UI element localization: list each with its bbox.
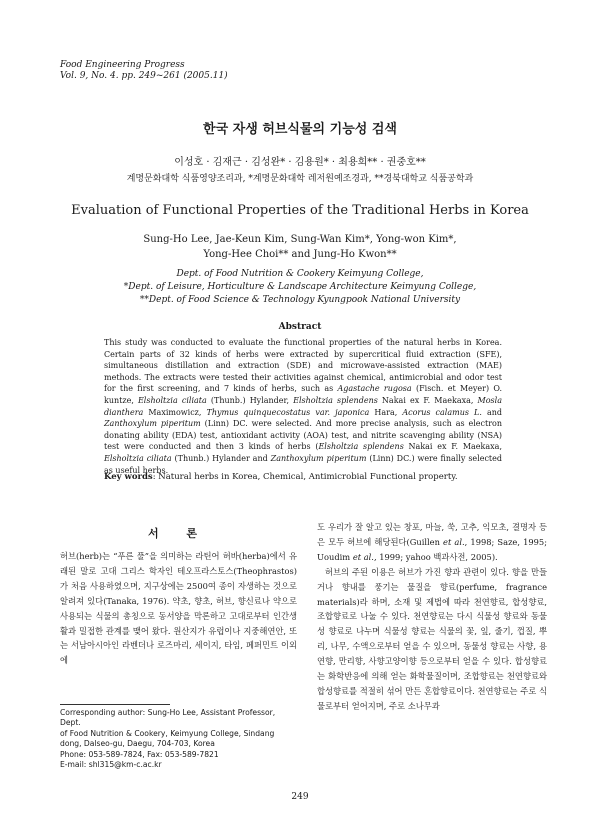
english-authors-line-1: Sung-Ho Lee, Jae-Keun Kim, Sung-Wan Kim*, Yong-won Kim*, xyxy=(143,234,457,245)
korean-title: 한국 자생 허브식물의 기능성 검색 xyxy=(203,122,397,137)
english-authors-line-2: Yong-Hee Choi** and Jung-Ho Kwon** xyxy=(203,249,397,260)
english-authors xyxy=(0,232,600,262)
journal-name: Food Engineering Progress xyxy=(60,60,185,70)
right-paragraph-2: 허브의 주된 이용은 허브가 가진 향과 관련이 있다. 향을 만들거나 향내를 풍기는 물질을 향료(perfume, fragrance materials)라 하며, 소재 및 제법에 따라 천연향료, 합성향료, 조합향료로 나눌 수 있다. 천연향료는 다시 식물성 향료와 동물성 향료로 나누며 식물성 향료는 식물의 꽃, 잎, 줄기, 껍질, 뿌리, 나무, 수액으로부터 얻을 수 있으며, 동물성 향료는 사향, 용연향, 만리향, 사향고양이향 등으로부터 얻을 수 있다. 합성향료는 화학반응에 의해 얻는 화학물질이며, 조합향료는 천연향료와 합성향료를 적절히 섞어 만든 혼합향료이다. 천연향료는 주로 식물로부터 얻어지며, 주로 소나무과 xyxy=(317,566,547,711)
section-heading-introduction: 서 론 xyxy=(147,527,210,540)
right-paragraph-1: 도 우리가 잘 알고 있는 창포, 마늘, 쑥, 고추, 익모초, 결명자 등은 모두 허브에 해당된다(Guillen et al., 1998; Saze, 1995; Uoudim et al., 1999; yahoo 백과사전, 2005). xyxy=(317,522,548,562)
abstract-body: This study was conducted to evaluate the functional properties of the natural herbs in Korea. Certain parts of 32 kinds of herbs were extracted by supercritical fluid extraction (SFE), simultaneous distillation and extraction (SDE) and microwave-assisted extraction (MAE) methods. The extracts were tested their activities against chemical, antimicrobial and odor test for the first screening, and 7 kinds of herbs, such as Agastache rugosa (Fisch. et Meyer) O. kuntze, Elsholtzia ciliata (Thunb.) Hylander, Elsholtzia splendens Nakai ex F. Maekaxa, Mosla dianthera Maximowicz, Thymus quinquecostatus var. japonica Hara, Acorus calamus L. and Zanthoxylum piperitum (Linn) DC. were selected. And more precise analysis, such as electron donating ability (EDA) test, antioxidant activity (AOA) test, and nitrite scavenging ability (NSA) test were conducted and then 3 kinds of herbs (Elsholtzia splendens Nakai ex F. Maekaxa, Elsholtzia ciliata (Thunb.) Hylander and Zanthoxylum piperitum (Linn) DC.) were finally selected as useful herbs. xyxy=(104,338,503,475)
footnote-divider xyxy=(60,704,170,705)
left-column-text: 허브(herb)는 “푸른 풀”을 의미하는 라틴어 허바(herba)에서 유래된 말로 고대 그리스 학자인 테오프라스토스(Theophrastos)가 처음 사용하였으며, 지구상에는 2500여 종이 자생하는 것으로 알려져 있다(Tanaka, 1976). 약초, 향초, 허브, 향신료나 약으로 사용되는 식물의 총칭으로 동서양을 막론하고 고대로부터 인간생활과 밀접한 관계를 맺어 왔다. 원산지가 유럽이나 지중해연안, 또는 서남아시아인 라벤더나 로즈마리, 세이지, 타임, 페퍼민트 이외에 xyxy=(60,551,297,666)
corresponding-author: Corresponding author: Sung-Ho Lee, Assistant Professor, Dept. of Food Nutrition & Cookery, Keimyung College, Sindang dong, Dalseo-gu, Daegu, 704-703, Korea Phone: 053-589-7824, Fax: 053-589-7821 E-mail: shl315@km-c.ac.kr xyxy=(60,708,276,770)
keywords-text: : Natural herbs in Korea, Chemical, Antimicrobial Functional property. xyxy=(152,472,458,482)
korean-authors: 이성호 · 김재근 · 김성완* · 김용원* · 최용희** · 권중호** xyxy=(174,157,426,168)
page-number: 249 xyxy=(291,792,309,802)
keywords xyxy=(104,472,524,482)
affiliation-3: **Dept. of Food Science & Technology Kyungpook National University xyxy=(139,295,461,305)
korean-affiliations: 계명문화대학 식품영양조리과, *계명문화대학 레저원예조경과, **경북대학교 식품공학과 xyxy=(126,174,474,184)
english-title: Evaluation of Functional Properties of the Traditional Herbs in Korea xyxy=(71,203,529,218)
affiliation-2: *Dept. of Leisure, Horticulture & Landscape Architecture Keimyung College, xyxy=(123,282,477,292)
keywords-label: Key words xyxy=(104,472,153,482)
journal-info xyxy=(60,60,228,82)
right-column-text xyxy=(317,520,547,714)
journal-citation: Vol. 9, No. 4. pp. 249~261 (2005.11) xyxy=(60,71,228,81)
affiliation-1: Dept. of Food Nutrition & Cookery Keimyung College, xyxy=(176,269,424,279)
abstract-heading: Abstract xyxy=(278,322,322,332)
english-affiliations xyxy=(0,268,600,307)
